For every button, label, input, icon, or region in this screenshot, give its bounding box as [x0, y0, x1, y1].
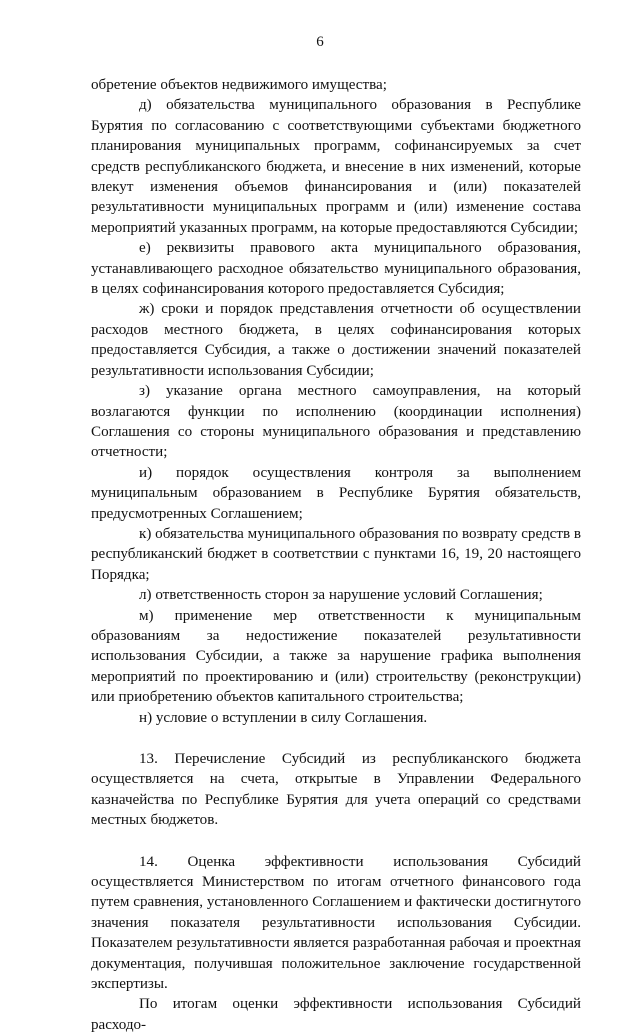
- paragraph-item-zh: ж) сроки и порядок представления отчетности об осуществлении расходов местного бюджета, в целях софинансирования которых предоставляется Субсидия, а также о достижении значений показателей результативности использования Субсидии;: [91, 301, 581, 379]
- document-body: [91, 75, 581, 1035]
- paragraph-item-k: к) обязательства муниципального образования по возврату средств в республиканский бюджет в соответствии с пунктами 16, 19, 20 настоящего Порядка;: [91, 525, 581, 583]
- paragraph-section-14-continued: По итогам оценки эффективности использования Субсидий расходо-: [91, 996, 581, 1033]
- page-number: 6: [316, 34, 324, 50]
- paragraph-item-d: д) обязательства муниципального образования в Республике Бурятия по согласованию с соответствующими субъектами бюджетного планирования муниципальных программ, софинансируемых за счет средств республиканского бюджета, и внесение в них изменений, которые влекут изменения объемов финансирования и (или) показателей результативности муниципальных программ и (или) изменение состава мероприятий указанных программ, на которые предоставляются Субсидии;: [91, 97, 581, 236]
- paragraph-section-13: 13. Перечисление Субсидий из республиканского бюджета осуществляется на счета, открытые в Управлении Федерального казначейства по Республике Бурятия для учета операций со средствами местных бюджетов.: [91, 751, 581, 829]
- paragraph-item-l: л) ответственность сторон за нарушение условий Соглашения;: [139, 587, 543, 604]
- paragraph-item-e: е) реквизиты правового акта муниципального образования, устанавливающего расходное обязательство муниципального образования, в целях софинансирования которого предоставляется Субсидия;: [91, 240, 581, 298]
- paragraph-item-n: н) условие о вступлении в силу Соглашения.: [139, 709, 428, 726]
- paragraph-section-14: 14. Оценка эффективности использования Субсидий осуществляется Министерством по итогам отчетного финансового года путем сравнения, установленного Соглашением и фактически достигнутого значения показателя результативности использования Субсидии. Показателем результативности является разработанная рабочая и проектная документация, получившая положительное заключение государственной экспертизы.: [91, 853, 581, 993]
- paragraph-item-z: з) указание органа местного самоуправления, на который возлагаются функции по исполнению (координации исполнения) Соглашения со стороны муниципального образования и представлению отчетности;: [91, 383, 581, 461]
- paragraph-continuation: обретение объектов недвижимого имущества;: [91, 77, 387, 93]
- paragraph-item-i: и) порядок осуществления контроля за выполнением муниципальным образованием в Республике Бурятия обязательств, предусмотренных Соглашением;: [91, 464, 581, 522]
- paragraph-item-m: м) применение мер ответственности к муниципальным образованиям за недостижение показателей результативности использования Субсидии, а также за нарушение графика выполнения мероприятий по проектированию и (или) строительству (реконструкции) или приобретению объектов капитального строительства;: [91, 607, 581, 706]
